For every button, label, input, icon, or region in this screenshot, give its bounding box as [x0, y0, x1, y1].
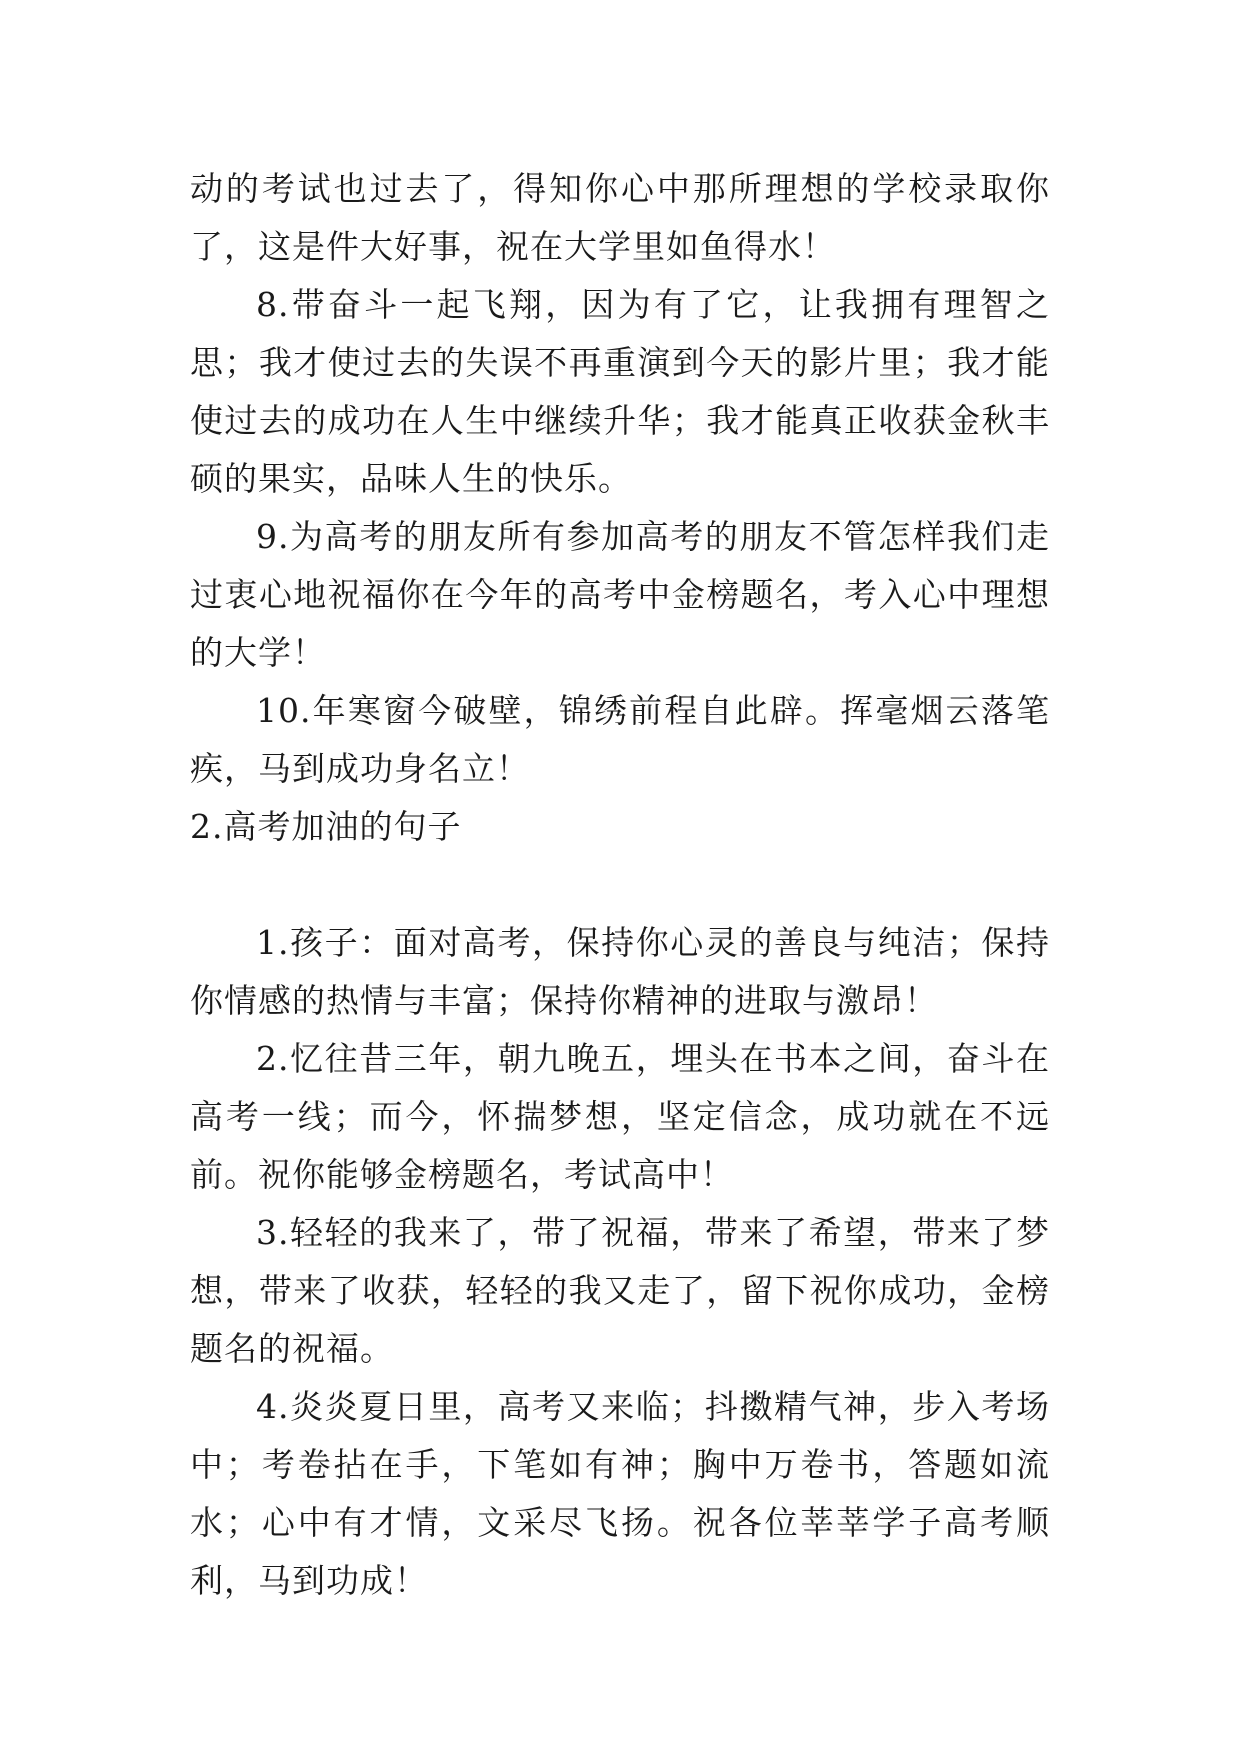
paragraph-item-1: 1.孩子：面对高考，保持你心灵的善良与纯洁；保持你情感的热情与丰富；保持你精神的进取与激昂！	[190, 923, 1050, 1020]
paragraph-continuation: 动的考试也过去了，得知你心中那所理想的学校录取你了，这是件大好事，祝在大学里如鱼得水！	[190, 169, 1050, 266]
section-heading: 2.高考加油的句子	[190, 807, 462, 846]
paragraph-item-10: 10.年寒窗今破壁，锦绣前程自此辟。挥毫烟云落笔疾，马到成功身名立！	[190, 691, 1050, 788]
paragraph-item-8: 8.带奋斗一起飞翔，因为有了它，让我拥有理智之思；我才使过去的失误不再重演到今天的影片里；我才能使过去的成功在人生中继续升华；我才能真正收获金秋丰硕的果实，品味人生的快乐。	[190, 285, 1050, 498]
document-body	[190, 160, 1050, 1610]
paragraph-item-9: 9.为高考的朋友所有参加高考的朋友不管怎样我们走过衷心地祝福你在今年的高考中金榜题名，考入心中理想的大学！	[190, 517, 1050, 672]
paragraph-item-4: 4.炎炎夏日里，高考又来临；抖擞精气神，步入考场中；考卷拈在手，下笔如有神；胸中万卷书，答题如流水；心中有才情，文采尽飞扬。祝各位莘莘学子高考顺利，马到功成！	[190, 1387, 1050, 1600]
paragraph-item-3: 3.轻轻的我来了，带了祝福，带来了希望，带来了梦想，带来了收获，轻轻的我又走了，留下祝你成功，金榜题名的祝福。	[190, 1213, 1050, 1368]
paragraph-item-2: 2.忆往昔三年，朝九晚五，埋头在书本之间，奋斗在高考一线；而今，怀揣梦想，坚定信念，成功就在不远前。祝你能够金榜题名，考试高中！	[190, 1039, 1050, 1194]
section-spacer	[190, 856, 1050, 914]
